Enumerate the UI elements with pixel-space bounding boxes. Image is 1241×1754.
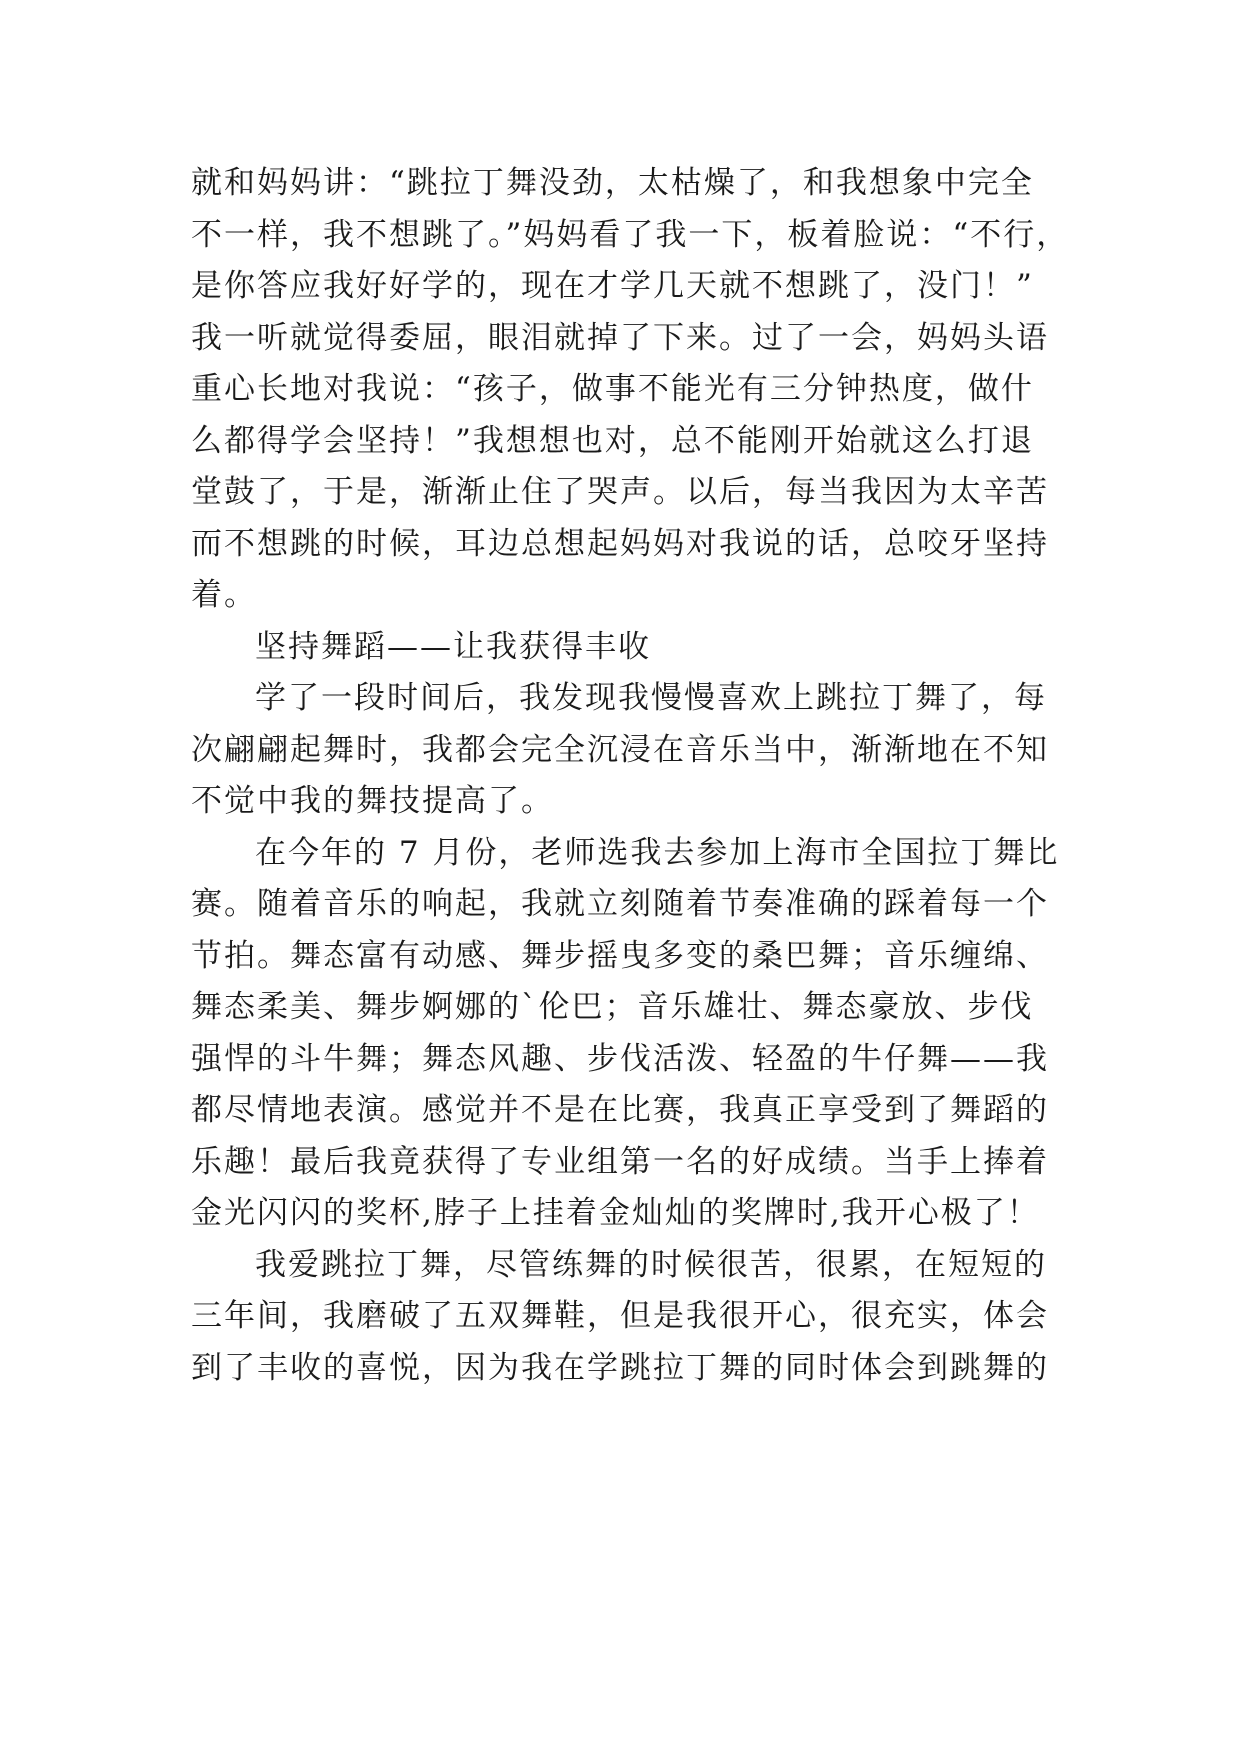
text-line: 乐趣！最后我竟获得了专业组第一名的好成绩。当手上捧着	[191, 1143, 1049, 1180]
text-line: 么都得学会坚持！”我想想也对，总不能刚开始就这么打退	[191, 422, 1034, 459]
text-line: 三年间，我磨破了五双舞鞋，但是我很开心，很充实，体会	[191, 1298, 1049, 1334]
text-line: 不觉中我的舞技提高了。	[191, 783, 554, 819]
text-line: 在今年的 7 月份，老师选我去参加上海市全国拉丁舞比	[255, 834, 1060, 871]
text-line: 都尽情地表演。感觉并不是在比赛，我真正享受到了舞蹈的	[191, 1092, 1049, 1128]
text-line: 到了丰收的喜悦，因为我在学跳拉丁舞的同时体会到跳舞的	[191, 1349, 1049, 1386]
text-line: 不一样，我不想跳了。”妈妈看了我一下，板着脸说：“不行，	[191, 216, 1070, 253]
text-line: 坚持舞蹈——让我获得丰收	[255, 628, 651, 665]
text-line: 节拍。舞态富有动感、舞步摇曳多变的桑巴舞；音乐缠绵、	[191, 937, 1049, 974]
text-line: 我一听就觉得委屈，眼泪就掉了下来。过了一会，妈妈头语	[191, 319, 1049, 356]
text-line: 着。	[191, 577, 257, 613]
text-line: 而不想跳的时候，耳边总想起妈妈对我说的话，总咬牙坚持	[191, 525, 1049, 562]
text-line: 学了一段时间后，我发现我慢慢喜欢上跳拉丁舞了，每	[255, 680, 1047, 716]
text-line: 就和妈妈讲：“跳拉丁舞没劲，太枯燥了，和我想象中完全	[191, 165, 1034, 201]
text-line: 金光闪闪的奖杯,脖子上挂着金灿灿的奖牌时,我开心极了！	[191, 1195, 1040, 1231]
text-line: 是你答应我好好学的，现在才学几天就不想跳了，没门！”	[191, 268, 1034, 304]
text-line: 重心长地对我说：“孩子，做事不能光有三分钟热度，做什	[191, 371, 1034, 407]
text-line: 强悍的斗牛舞；舞态风趣、步伐活泼、轻盈的牛仔舞——我	[191, 1040, 1049, 1077]
text-line: 次翩翩起舞时，我都会完全沉浸在音乐当中，渐渐地在不知	[191, 731, 1049, 768]
body-text	[191, 158, 1091, 1394]
text-line: 我爱跳拉丁舞，尽管练舞的时候很苦，很累，在短短的	[255, 1246, 1047, 1283]
text-line: 舞态柔美、舞步婀娜的`伦巴；音乐雄壮、舞态豪放、步伐	[191, 989, 1034, 1025]
text-line: 赛。随着音乐的响起，我就立刻随着节奏准确的踩着每一个	[191, 886, 1049, 922]
text-line: 堂鼓了，于是，渐渐止住了哭声。以后，每当我因为太辛苦	[191, 474, 1049, 510]
